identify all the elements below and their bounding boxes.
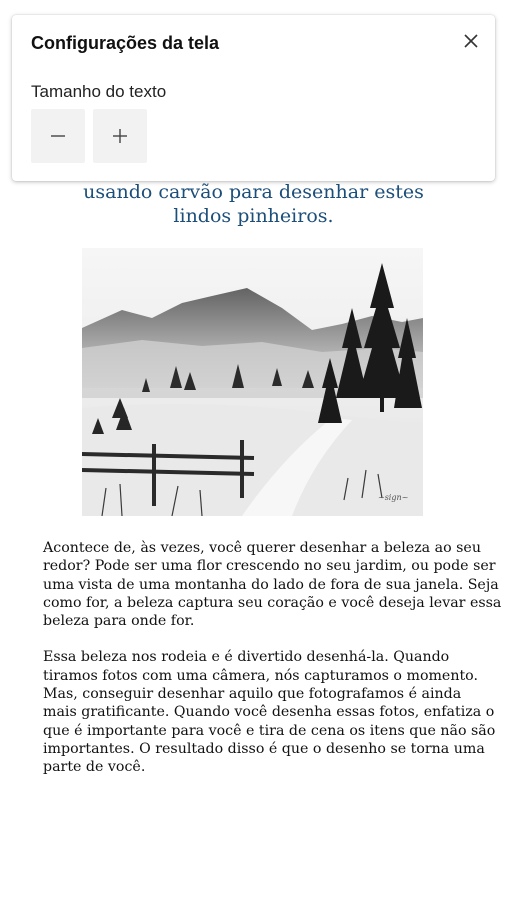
text-line: que é importante para você e tira de cena os itens que não são [43, 722, 496, 739]
paragraph [43, 539, 502, 630]
text-line: importantes. O resultado disso é que o desenho se torna uma [43, 740, 485, 757]
close-icon [464, 34, 478, 48]
text-line: parte de você. [43, 759, 146, 776]
increase-text-size-button[interactable] [93, 109, 147, 163]
text-line: uma vista de uma montanha do lado de fora de sua janela. Seja [43, 576, 499, 593]
article-image [82, 248, 423, 516]
paragraph [43, 648, 496, 776]
text-line: redor? Pode ser uma flor crescendo no seu jardim, ou pode ser [43, 558, 496, 575]
text-line: tiramos fotos com uma câmera, nós capturamos o momento. [43, 667, 478, 684]
plus-icon [111, 127, 129, 145]
heading-line: lindos pinheiros. [173, 205, 334, 227]
artist-signature: ~sign~ [378, 493, 409, 502]
text-line: mais gratificante. Quando você desenha essas fotos, enfatiza o [43, 704, 495, 721]
text-line: beleza para onde for. [43, 613, 195, 630]
text-line: como for, a beleza captura seu coração e você deseja levar essa [43, 594, 502, 611]
panel-title: Configurações da tela [31, 33, 220, 53]
pine-landscape-drawing [82, 248, 423, 516]
text-size-label: Tamanho do texto [31, 82, 167, 101]
article-body [43, 539, 502, 795]
article-heading [0, 180, 507, 228]
decrease-text-size-button[interactable] [31, 109, 85, 163]
text-line: Essa beleza nos rodeia e é divertido desenhá-la. Quando [43, 649, 450, 666]
text-line: Mas, conseguir desenhar aquilo que fotografamos é ainda [43, 686, 462, 703]
minus-icon [49, 127, 67, 145]
display-settings-panel [12, 15, 495, 181]
text-line: Acontece de, às vezes, você querer desenhar a beleza ao seu [43, 540, 481, 556]
close-button[interactable] [457, 27, 485, 55]
heading-line: usando carvão para desenhar estes [83, 181, 424, 203]
